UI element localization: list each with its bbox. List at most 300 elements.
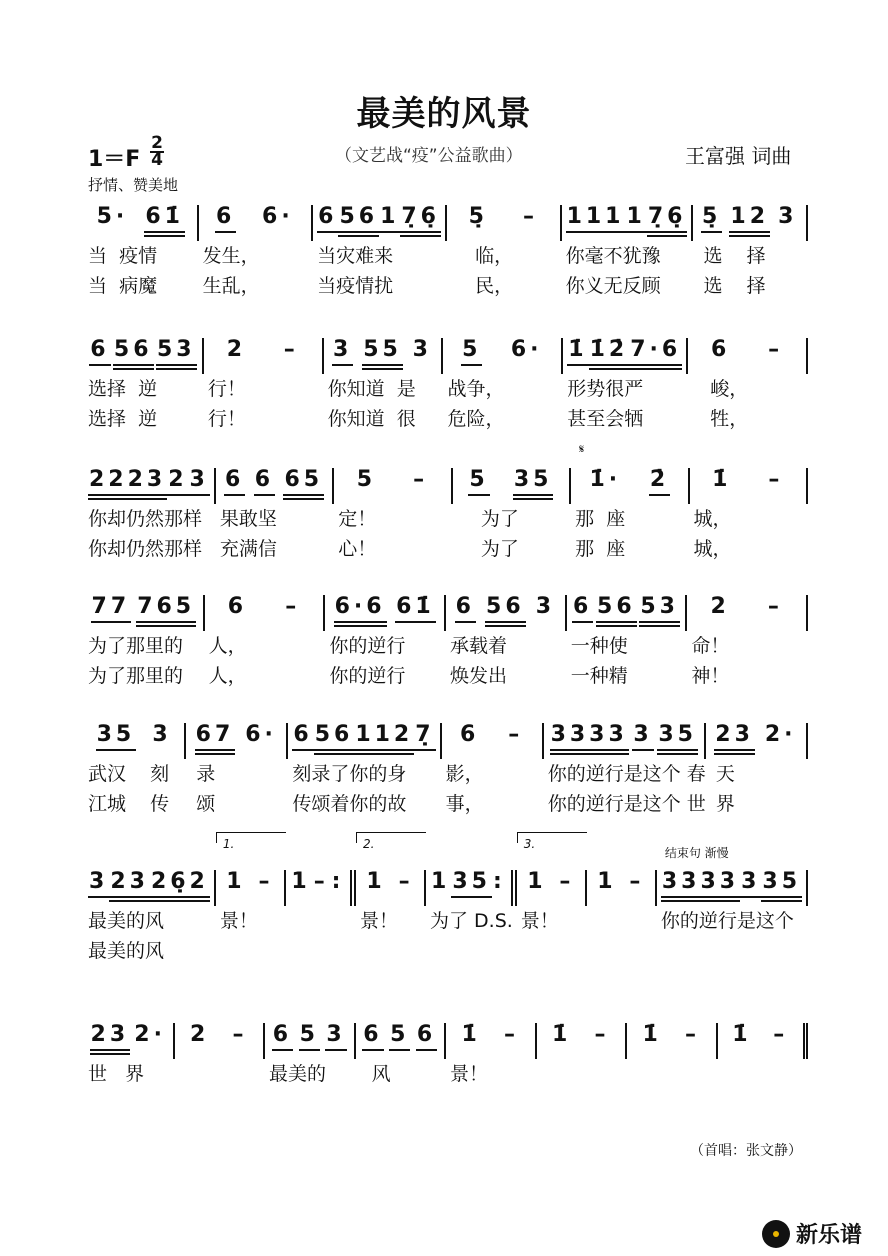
lyric-l1: 最美的: [269, 1063, 327, 1085]
lyric-l2: 心！: [338, 538, 377, 560]
measure: [453, 468, 571, 564]
note-group: 6: [317, 205, 338, 233]
note-group: 35: [451, 870, 492, 898]
notes: [186, 723, 288, 759]
singer-credit: （首唱：张文静）: [690, 1143, 802, 1159]
notes: [571, 468, 689, 504]
note-group: –: [629, 869, 645, 894]
notes: [325, 595, 446, 631]
lyric-l1: 当 疫情: [88, 245, 158, 267]
note-group: 3: [412, 337, 432, 362]
note-group: 3: [325, 1023, 346, 1051]
lyric-l2: 你义无反顾: [565, 275, 661, 297]
lyric-l1: 影，: [445, 763, 484, 785]
note-group: 2223: [88, 468, 167, 500]
system-7: [84, 1023, 808, 1119]
notes: [587, 870, 657, 906]
note-group: 56: [338, 205, 379, 237]
measure: [537, 1023, 628, 1119]
lyric-l2: 那 座: [575, 538, 626, 560]
lyric-l1: 行！: [207, 378, 246, 400]
site-logo: [762, 1218, 862, 1249]
note-group: 7·6: [629, 338, 682, 370]
lyric-l1: [537, 1059, 628, 1089]
notes: [657, 870, 808, 906]
lyric-l2: 生乱，: [202, 275, 260, 297]
notes: [446, 595, 567, 631]
lyric-l1: [718, 1059, 809, 1089]
notes: [706, 723, 808, 759]
lyric-l1: 录: [190, 763, 216, 785]
note-group: 6: [254, 468, 275, 496]
lyric-l1: 你知道 是: [327, 378, 416, 400]
note-group: 77: [91, 595, 132, 623]
measure: [288, 723, 441, 819]
note-group: 6: [215, 205, 236, 233]
notes: [693, 205, 808, 241]
lyric-l2: 一种精: [570, 665, 628, 687]
note-group: –: [767, 594, 783, 619]
subtitle: （文艺战“疫”公益歌曲）: [335, 146, 523, 166]
notes: [84, 1023, 175, 1059]
note-group: –: [398, 869, 414, 894]
note-group: :: [492, 869, 506, 894]
note-group: 5̣: [468, 204, 488, 229]
notes: [199, 205, 314, 241]
note-group: 1: [626, 205, 647, 233]
note-group: –: [594, 1022, 610, 1047]
note-group: 61̇: [395, 595, 436, 623]
note-group: 35: [761, 870, 802, 902]
measure: [562, 205, 694, 301]
lyric-l1: 人，: [208, 635, 247, 657]
note-group: 1: [291, 869, 311, 894]
notes: [544, 723, 706, 759]
note-group: 1̇: [712, 467, 732, 492]
lyric-l2: 最美的风: [88, 940, 165, 962]
lyric-l1: 为了: [456, 508, 519, 530]
measure: [286, 870, 356, 966]
lyric-l2: 焕发出: [450, 665, 508, 687]
lyric-l2: [286, 936, 356, 966]
measure: [571, 442, 689, 564]
note-group: –: [285, 594, 301, 619]
lyric-l1: 战争，: [447, 378, 505, 400]
system-1: [84, 205, 808, 301]
lyric-l2: 危险，: [447, 408, 505, 430]
note-group: 2·: [764, 722, 797, 747]
note-group: 7̣6̣: [647, 205, 688, 237]
measure: [175, 1023, 266, 1119]
notes: [627, 1023, 718, 1059]
note-group: 6: [224, 468, 245, 496]
note-group: 6: [711, 337, 731, 362]
lyric-l2: 江城 传: [88, 793, 170, 815]
lyric-l1: 发生，: [202, 245, 260, 267]
note-group: –: [684, 1022, 700, 1047]
lyric-l2: [537, 1089, 628, 1119]
note-group: 56: [113, 338, 154, 370]
note-group: 2̇: [649, 468, 670, 496]
note-group: –: [232, 1022, 248, 1047]
measure: [443, 338, 563, 434]
lyric-l1: 临，: [451, 245, 514, 267]
lyric-l2: [517, 936, 587, 966]
lyric-l2: [426, 936, 517, 966]
note-group: 112: [354, 723, 414, 755]
note-group: 5: [389, 1023, 410, 1051]
notes: [690, 468, 808, 504]
note-group: 5̣: [701, 205, 722, 233]
notes: [324, 338, 444, 374]
lyric-l1: 一种使: [570, 635, 628, 657]
measure: [517, 837, 587, 966]
lyric-l2: [587, 936, 657, 966]
note-group: 35: [513, 468, 554, 500]
note-group: 6: [460, 722, 480, 747]
note-group: 2: [226, 337, 246, 362]
lyric-l2: 你的逆行: [329, 665, 406, 687]
measure: [216, 468, 334, 564]
measure: [563, 338, 688, 434]
note-group: 6·: [510, 337, 543, 362]
lyric-l2: 选 择: [697, 275, 766, 297]
measure: [567, 595, 688, 691]
note-group: –: [768, 337, 784, 362]
note-group: 1̇: [732, 1022, 752, 1047]
note-group: –: [503, 1022, 519, 1047]
lyric-l1: 果敢坚: [219, 508, 277, 530]
measure: [446, 1023, 537, 1119]
measure: [687, 595, 808, 691]
measure: [706, 723, 808, 819]
note-group: –: [258, 869, 274, 894]
notes: [446, 1023, 537, 1059]
note-group: 6·: [245, 722, 277, 747]
note-group: 56: [596, 595, 637, 627]
notes: [216, 468, 334, 504]
lyric-l1: 世 界: [88, 1063, 145, 1085]
lyric-l1: 为了那里的: [88, 635, 184, 657]
measure: [690, 468, 808, 564]
lyric-l1: 承载着: [450, 635, 508, 657]
annotation: 𝄋: [579, 442, 585, 456]
lyric-l1: 你的逆行: [329, 635, 406, 657]
volta-bracket: [216, 832, 286, 851]
lyric-l2: [356, 1089, 447, 1119]
song-title: 最美的风景: [356, 94, 532, 134]
notes: [443, 338, 563, 374]
note-group: 1̇: [461, 1022, 481, 1047]
note-group: 6: [362, 1023, 383, 1051]
measure: [325, 595, 446, 691]
lyric-l1: 天: [709, 763, 735, 785]
annotation: 结束句 渐慢: [664, 846, 729, 860]
note-group: –: [508, 722, 524, 747]
lyric-l1: 城，: [693, 508, 732, 530]
lyric-l2: [265, 1089, 356, 1119]
lyric-l2: 你的逆行是这个 世: [547, 793, 706, 815]
note-group: 3: [632, 723, 653, 751]
disc-icon: [762, 1220, 790, 1248]
note-group: 6: [272, 1023, 293, 1051]
lyric-l1: [286, 906, 356, 936]
note-group: 26̣2: [150, 870, 210, 902]
notes: [537, 1023, 628, 1059]
note-group: 6: [89, 338, 110, 366]
volta-number: 2.: [362, 837, 375, 851]
note-group: 1̇: [567, 338, 588, 366]
notes: [265, 1023, 356, 1059]
notes: [356, 870, 426, 906]
measure: [446, 595, 567, 691]
author: 王富强 词曲: [685, 144, 792, 168]
note-group: –: [313, 869, 329, 894]
measure: [324, 338, 444, 434]
lyric-l2: [356, 936, 426, 966]
lyric-l2: 传颂着你的故: [292, 793, 407, 815]
note-group: 111: [566, 205, 626, 233]
notes: [517, 870, 587, 906]
note-group: 1: [597, 869, 617, 894]
lyric-l2: 人，: [208, 665, 247, 687]
measure: [627, 1023, 718, 1119]
note-group: 3333: [661, 870, 740, 902]
lyric-l2: [446, 1089, 537, 1119]
lyric-l1: 峻，: [692, 378, 749, 400]
lyric-l1: 风: [359, 1063, 391, 1085]
lyric-l1: 为了 D.S.: [430, 910, 513, 932]
note-group: 3: [740, 870, 761, 898]
measure: [205, 595, 326, 691]
notes: [204, 338, 324, 374]
measure: [84, 468, 216, 564]
measure: [216, 837, 286, 966]
note-group: 7̣: [414, 723, 435, 751]
measure: [356, 837, 426, 966]
measure: [693, 205, 808, 301]
note-group: 7̣6̣: [400, 205, 441, 237]
note-group: 12: [729, 205, 770, 237]
lyric-l2: 为了: [456, 538, 519, 560]
note-group: 3: [535, 594, 556, 619]
note-group: 3: [189, 468, 210, 496]
note-group: 1: [366, 869, 386, 894]
lyric-l1: 景！: [520, 910, 559, 932]
lyric-l2: 行！: [207, 408, 246, 430]
lyric-l1: 景！: [450, 1063, 489, 1085]
measure: [313, 205, 447, 301]
lyric-l2: 神！: [691, 665, 730, 687]
measure: [426, 870, 517, 966]
note-group: 6: [416, 1023, 437, 1051]
lyric-l1: 形势很严: [567, 378, 644, 400]
notes: [687, 595, 808, 631]
note-group: –: [768, 467, 784, 492]
note-group: 1: [379, 205, 400, 233]
key-signature: 1＝F: [88, 147, 141, 172]
volta-number: 3.: [523, 837, 536, 851]
note-group: –: [523, 204, 538, 229]
note-group: 1̇2̇: [589, 338, 630, 370]
measure: [544, 723, 706, 819]
measure: [84, 205, 199, 301]
note-group: 23: [714, 723, 755, 755]
lyric-l2: [175, 1089, 266, 1119]
note-group: 3333: [550, 723, 629, 755]
note-group: 5: [468, 468, 489, 496]
note-group: –: [773, 1022, 789, 1047]
lyric-l2: 当 病魔: [88, 275, 158, 297]
lyric-l2: 你知道 很: [327, 408, 416, 430]
lyric-l2: 当疫情扰: [317, 275, 394, 297]
note-group: 5: [299, 1023, 320, 1051]
note-group: 6·6: [334, 595, 387, 627]
note-group: 6: [292, 723, 313, 751]
note-group: 5: [356, 467, 377, 492]
measure: [356, 1023, 447, 1119]
lyric-l1: 景！: [219, 910, 258, 932]
note-group: 65: [283, 468, 324, 500]
lyric-l1: 最美的风: [88, 910, 165, 932]
notes: [563, 338, 688, 374]
notes: [356, 1023, 447, 1059]
lyric-l2: 城，: [693, 538, 732, 560]
note-group: 2·: [134, 1022, 166, 1047]
lyric-l2: 充满信: [219, 538, 277, 560]
lyric-l1: 你毫不犹豫: [565, 245, 661, 267]
notes: [84, 595, 205, 631]
note-group: 2: [190, 1022, 210, 1047]
note-group: 53: [156, 338, 197, 370]
measure: [718, 1023, 809, 1119]
measure: [186, 723, 288, 819]
notes: [216, 870, 286, 906]
notes: [426, 870, 517, 906]
logo-text: 新乐谱: [796, 1223, 863, 1248]
notes: [175, 1023, 266, 1059]
note-group: 53: [639, 595, 680, 627]
notes: [84, 870, 216, 906]
volta-bracket: [517, 832, 587, 851]
measure: [199, 205, 314, 301]
note-group: 3: [152, 722, 172, 747]
measure: [657, 846, 808, 966]
notes: [286, 870, 356, 906]
lyric-l1: 武汉 刻: [88, 763, 170, 785]
notes: [334, 468, 452, 504]
lyric-l1: 当灾难来: [317, 245, 394, 267]
lyric-l2: 为了那里的: [88, 665, 184, 687]
note-group: 1̇: [642, 1022, 662, 1047]
lyric-l1: 那 座: [575, 508, 626, 530]
lyric-l1: [627, 1059, 718, 1089]
note-group: 56: [314, 723, 355, 755]
notes: [442, 723, 544, 759]
note-group: 5·: [96, 204, 129, 229]
time-signature: [150, 133, 164, 170]
measure: [442, 723, 544, 819]
note-group: 1: [226, 869, 246, 894]
note-group: 6·: [262, 204, 294, 229]
note-group: 1: [431, 869, 451, 894]
note-group: :: [331, 869, 345, 894]
note-group: –: [413, 467, 429, 492]
volta-number: 1.: [222, 837, 235, 851]
note-group: 6: [572, 595, 593, 623]
measure: [587, 870, 657, 966]
measure: [447, 205, 562, 301]
note-group: 67: [195, 723, 236, 755]
note-group: 6: [455, 595, 476, 623]
lyric-l2: 颂: [190, 793, 216, 815]
measure: [84, 723, 186, 819]
note-group: 1̇: [552, 1022, 572, 1047]
lyric-l1: 你却仍然那样: [88, 508, 203, 530]
notes: [84, 338, 204, 374]
notes: [718, 1023, 809, 1059]
measure: [334, 468, 452, 564]
note-group: 1: [527, 869, 547, 894]
notes: [313, 205, 447, 241]
lyric-l2: 界: [709, 793, 735, 815]
note-group: 3: [88, 870, 109, 898]
lyric-l2: 牲，: [692, 408, 749, 430]
notes: [562, 205, 694, 241]
lyric-l1: 选择 逆: [88, 378, 158, 400]
note-group: 35: [657, 723, 698, 755]
note-group: 56: [485, 595, 526, 627]
system-3: [84, 442, 808, 564]
lyric-l2: [657, 936, 808, 966]
lyric-l2: 甚至会牺: [567, 408, 644, 430]
system-4: [84, 595, 808, 691]
notes: [84, 205, 199, 241]
lyric-l2: 你却仍然那样: [88, 538, 203, 560]
note-group: 55: [362, 338, 403, 370]
lyric-l1: 定！: [338, 508, 377, 530]
notes: [84, 468, 216, 504]
measure: [265, 1023, 356, 1119]
notes: [453, 468, 571, 504]
lyric-l2: [216, 936, 286, 966]
system-5: [84, 723, 808, 819]
lyric-l1: [175, 1059, 266, 1089]
notes: [205, 595, 326, 631]
measure: [688, 338, 808, 434]
note-group: 61̇: [144, 205, 185, 237]
lyric-l2: [627, 1089, 718, 1119]
lyric-l2: 民，: [451, 275, 514, 297]
mood-marking: 抒情、赞美地: [88, 176, 179, 194]
system-6: [84, 837, 808, 966]
lyric-l1: 景！: [359, 910, 398, 932]
measure: [84, 1023, 175, 1119]
note-group: 2: [710, 594, 730, 619]
note-group: –: [283, 337, 299, 362]
note-group: 3: [778, 204, 798, 229]
note-group: 1̇·: [589, 467, 622, 492]
lyric-l2: 事，: [445, 793, 484, 815]
note-group: 5: [461, 338, 482, 366]
lyric-l2: [84, 1089, 175, 1119]
notes: [567, 595, 688, 631]
lyric-l1: [587, 906, 657, 936]
time-top: 2: [151, 133, 163, 153]
lyric-l1: 刻录了你的身: [292, 763, 407, 785]
note-group: –: [559, 869, 575, 894]
note-group: 2: [167, 468, 188, 496]
